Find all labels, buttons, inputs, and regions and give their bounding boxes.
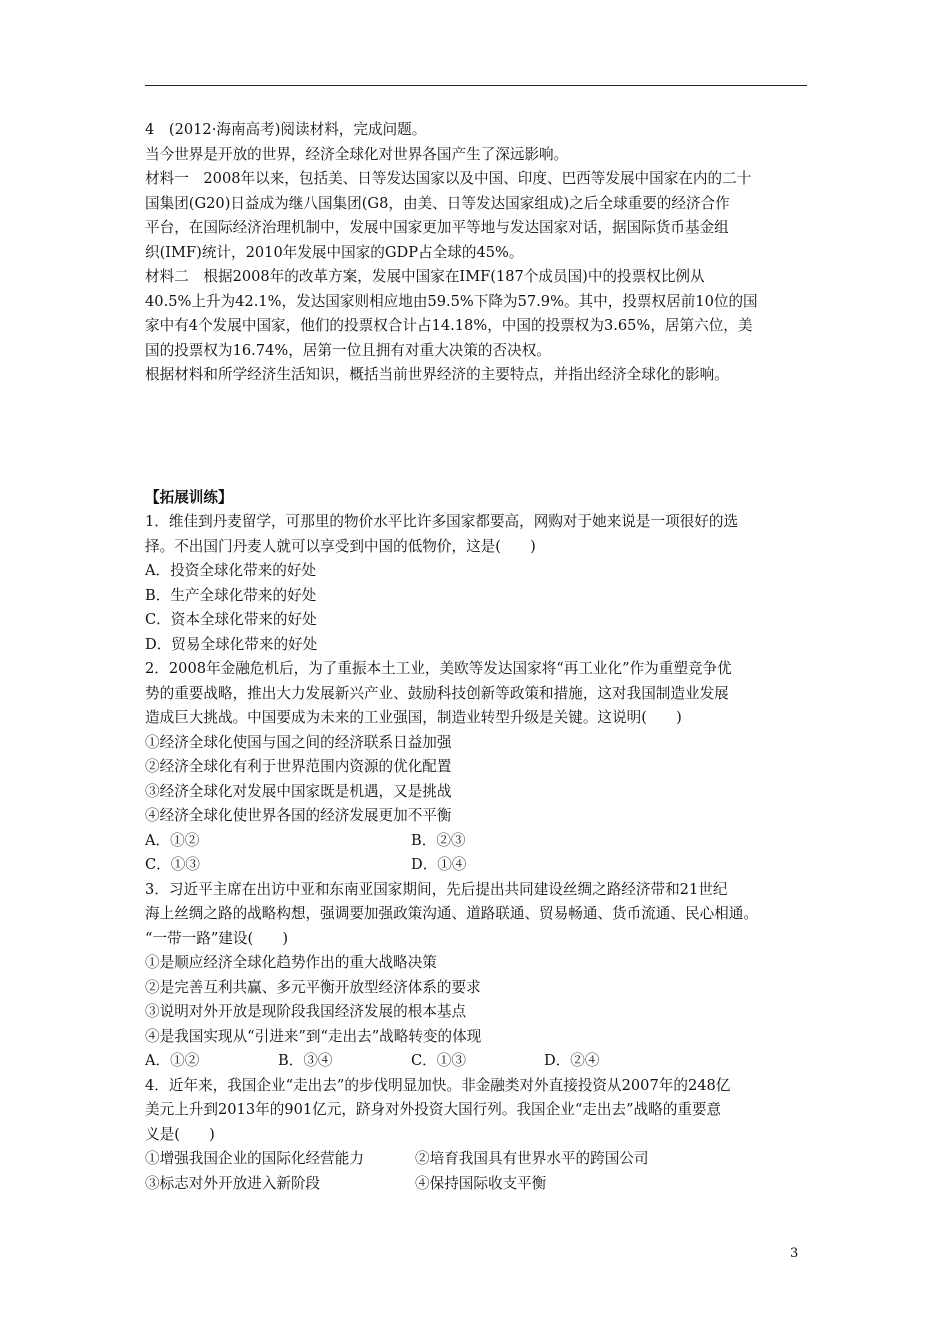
material2-line: 材料二 根据2008年的改革方案，发展中国家在IMF(187个成员国)中的投票权比例从: [145, 268, 705, 285]
e3-stem-line: 海上丝绸之路的战略构想，强调要加强政策沟通、道路联通、贸易畅通、货币流通、民心相通。: [145, 905, 758, 922]
e4-statements-row: [145, 1172, 807, 1197]
e4-statement: ③标志对外开放进入新阶段: [145, 1174, 321, 1192]
e3-stem-line: “一带一路”建设( ): [145, 929, 289, 947]
e2-statement: ①经济全球化使国与国之间的经济联系日益加强: [145, 733, 452, 751]
e3-stem-line: 3．习近平主席在出访中亚和东南亚国家期间，先后提出共同建设丝绸之路经济带和21世纪: [145, 880, 728, 898]
material2-line: 40.5%上升为42.1%，发达国家则相应地由59.5%下降为57.9%。其中，投票权居前10位的国: [145, 292, 758, 310]
e2-stem-line: 2．2008年金融危机后，为了重振本土工业，美欧等发达国家将“再工业化”作为重塑竞争优: [145, 660, 732, 677]
q4-task: 根据材料和所学经济生活知识，概括当前世界经济的主要特点，并指出经济全球化的影响。: [145, 366, 729, 383]
e2-statement: ④经济全球化使世界各国的经济发展更加不平衡: [145, 807, 452, 824]
section-title: 【拓展训练】: [145, 488, 233, 506]
material1-line: 材料一 2008年以来，包括美、日等发达国家以及中国、印度、巴西等发展中国家在内的二十: [145, 170, 752, 187]
material1-line: 织(IMF)统计，2010年发展中国家的GDP占全球的45%。: [145, 243, 524, 261]
material2-line: 国的投票权为16.74%，居第一位且拥有对重大决策的否决权。: [145, 341, 551, 359]
material2-line: 家中有4个发展中国家，他们的投票权合计占14.18%，中国的投票权为3.65%，居第六位，美: [145, 317, 753, 334]
e4-statement: ②培育我国具有世界水平的跨国公司: [415, 1150, 649, 1167]
e1-stem-line: 择。不出国门丹麦人就可以享受到中国的低物价，这是( ): [145, 537, 536, 555]
e3-option-b: B．③④: [278, 1052, 333, 1069]
e4-stem-line: 美元上升到2013年的901亿元，跻身对外投资大国行列。我国企业“走出去”战略的重要意: [145, 1101, 722, 1118]
e4-stem-line: 4．近年来，我国企业“走出去”的步伐明显加快。非金融类对外直接投资从2007年的248亿: [145, 1076, 731, 1094]
q4-intro: 当今世界是开放的世界，经济全球化对世界各国产生了深远影响。: [145, 145, 569, 163]
page-number: 3: [790, 1246, 799, 1261]
e4-statement: ①增强我国企业的国际化经营能力: [145, 1150, 364, 1167]
e3-statement: ③说明对外开放是现阶段我国经济发展的根本基点: [145, 1003, 467, 1020]
e2-option-d: D．①④: [411, 856, 467, 873]
e1-option-b: B．生产全球化带来的好处: [145, 586, 317, 604]
e2-options-row: [145, 829, 807, 854]
e4-statements-row: [145, 1147, 807, 1172]
e2-stem-line: 势的重要战略，推出大力发展新兴产业、鼓励科技创新等政策和措施，这对我国制造业发展: [145, 684, 729, 702]
e1-option-d: D．贸易全球化带来的好处: [145, 635, 318, 653]
e3-option-d: D．②④: [544, 1052, 600, 1069]
page-content: [145, 118, 807, 1196]
e2-stem-line: 造成巨大挑战。中国要成为未来的工业强国，制造业转型升级是关键。这说明( ): [145, 709, 682, 726]
e2-options-row: [145, 853, 807, 878]
e3-statement: ①是顺应经济全球化趋势作出的重大战略决策: [145, 954, 437, 971]
e2-statement: ②经济全球化有利于世界范围内资源的优化配置: [145, 758, 452, 775]
e3-options-row: [145, 1049, 807, 1074]
material1-line: 国集团(G20)日益成为继八国集团(G8，由美、日等发达国家组成)之后全球重要的经济合作: [145, 194, 730, 212]
e2-statement: ③经济全球化对发展中国家既是机遇，又是挑战: [145, 782, 452, 800]
e3-statement: ②是完善互利共赢、多元平衡开放型经济体系的要求: [145, 978, 481, 996]
material1-line: 平台，在国际经济治理机制中，发展中国家更加平等地与发达国家对话，据国际货币基金组: [145, 219, 729, 236]
q4-header: 4 (2012·海南高考)阅读材料，完成问题。: [145, 121, 427, 138]
e3-option-a: A．①②: [145, 1052, 200, 1069]
e1-option-a: A．投资全球化带来的好处: [145, 562, 317, 579]
e4-statement: ④保持国际收支平衡: [415, 1174, 547, 1192]
answer-space: [145, 388, 807, 486]
e3-statement: ④是我国实现从“引进来”到“走出去”战略转变的体现: [145, 1027, 482, 1045]
e1-stem-line: 1．维佳到丹麦留学，可那里的物价水平比许多国家都要高，网购对于她来说是一项很好的选: [145, 513, 739, 530]
e4-stem-line: 义是( ): [145, 1125, 215, 1143]
e2-option-c: C．①③: [145, 856, 200, 873]
e1-option-c: C．资本全球化带来的好处: [145, 611, 317, 628]
e2-option-b: B．②③: [411, 831, 466, 849]
e2-option-a: A．①②: [145, 831, 200, 849]
header-rule: [145, 85, 807, 86]
e3-option-c: C．①③: [411, 1052, 466, 1069]
